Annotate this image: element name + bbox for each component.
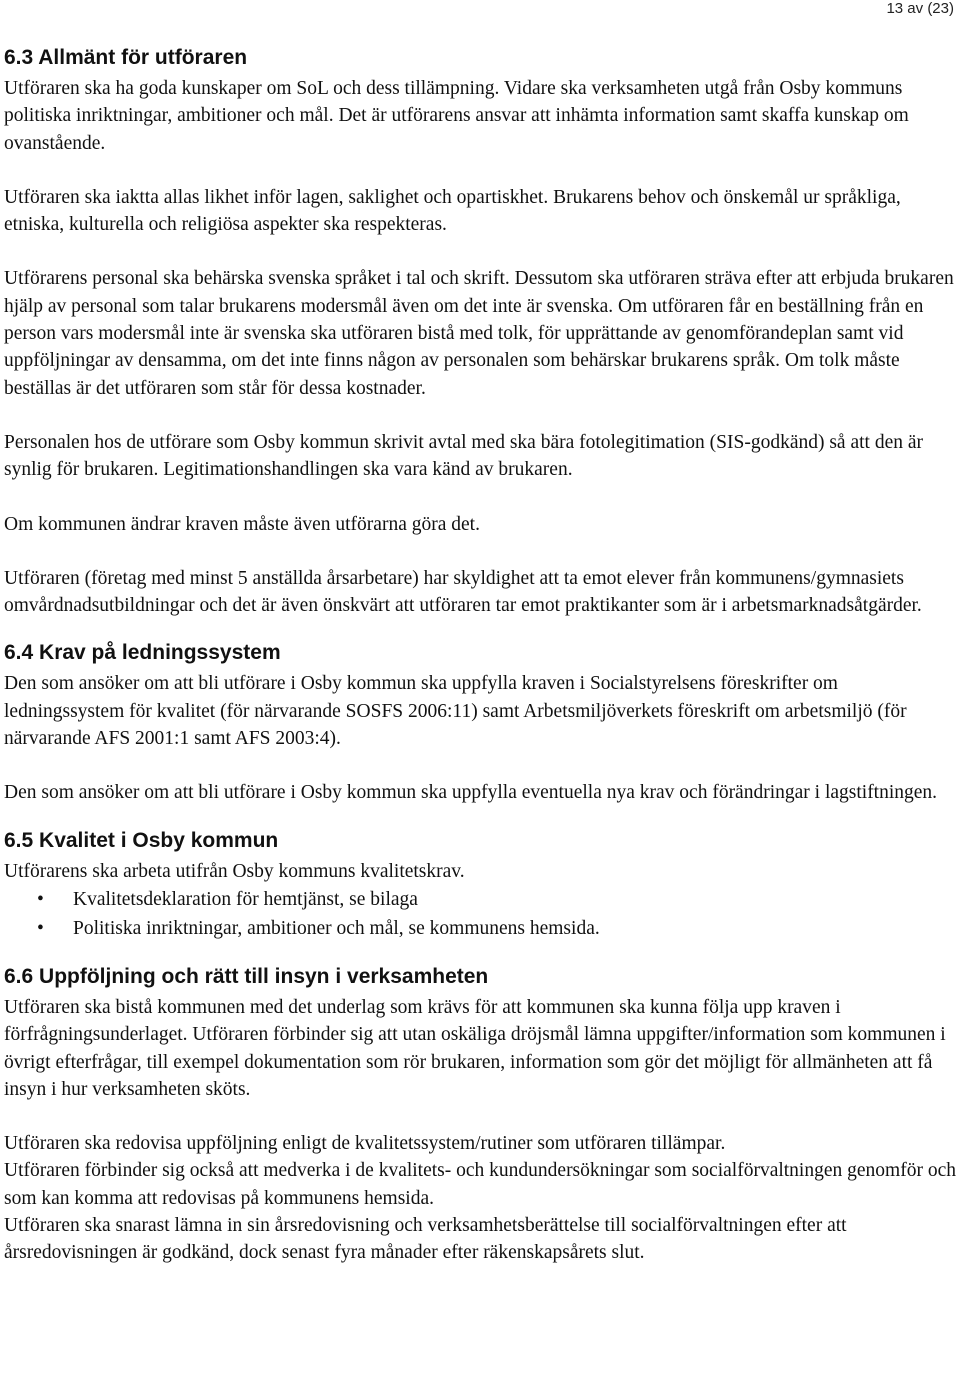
paragraph: Utföraren ska redovisa uppföljning enligt de kvalitetssystem/rutiner som utföraren tillämpar. — [4, 1133, 726, 1155]
paragraph: Utförarens personal ska behärska svenska språket i tal och skrift. Dessutom ska utföraren sträva efter att erbjuda brukaren hjälp av personal som talar brukarens modersmål även om det inte är svenska. Om utföraren får en beställning från en person vars modersmål inte är svenska ska utföraren bistå med tolk, för upprättande av genomförandeplan samt vid uppföljningar av densamma, om det inte finns någon av personalen som behärskar brukarens språk. Om tolk måste beställas är det utföraren som står för dessa kostnader. — [4, 268, 954, 399]
section-heading: 6.3 Allmänt för utföraren — [4, 46, 248, 69]
paragraph: Personalen hos de utförare som Osby kommun skrivit avtal med ska bära fotolegitimation (SIS-godkänd) så att den är synlig för brukaren. Legitimationshandlingen ska vara känd av brukaren. — [4, 431, 924, 481]
bullet-list — [4, 885, 956, 943]
page-number: 13 av (23) — [886, 0, 954, 17]
paragraph: Utföraren ska ha goda kunskaper om SoL och dess tillämpning. Vidare ska verksamheten utgå från Osby kommuns politiska inriktningar, ambitioner och mål. Det är utförarens ansvar att inhämta information samt skaffa kunskap om ovanstående. — [4, 78, 909, 154]
list-item — [4, 914, 956, 943]
paragraph: Utföraren ska bistå kommunen med det underlag som krävs för att kommunen ska kunna följa upp kraven i förfrågningsunderlaget. Utföraren förbinder sig att utan oskäliga dröjsmål lämna uppgifter/information som kommunen i övrigt efterfrågar, till exempel dokumentation som rör brukaren, information som gör det möjligt för allmänheten att få insyn i hur verksamheten sköts. — [4, 996, 946, 1100]
paragraph: Den som ansöker om att bli utförare i Osby kommun ska uppfylla eventuella nya krav och förändringar i lagstiftningen. — [4, 782, 938, 804]
paragraph: Utförarens ska arbeta utifrån Osby kommuns kvalitetskrav. — [4, 860, 465, 882]
paragraph: Utföraren ska iaktta allas likhet inför lagen, saklighet och opartiskhet. Brukarens behov och önskemål ur språkliga, etniska, kulturella och religiösa aspekter ska respekteras. — [4, 186, 901, 236]
list-item — [4, 885, 956, 914]
list-item-text: Politiska inriktningar, ambitioner och mål, se kommunens hemsida. — [73, 917, 600, 939]
section-6-4 — [4, 639, 956, 826]
paragraph: Utföraren förbinder sig också att medverka i de kvalitets- och kundundersökningar som socialförvaltningen genomför och som kan komma att redovisas på kommunens hemsida. — [4, 1160, 956, 1209]
paragraph: Den som ansöker om att bli utförare i Osby kommun ska uppfylla kraven i Socialstyrelsens föreskrifter om ledningssystem för kvalitet (för närvarande SOSFS 2006:11) samt Arbetsmiljöverkets föreskrift om arbetsmiljö (för närvarande AFS 2001:1 samt AFS 2003:4). — [4, 673, 907, 750]
section-heading: 6.5 Kvalitet i Osby kommun — [4, 828, 279, 852]
bullet-icon: • — [37, 917, 44, 939]
section-heading: 6.4 Krav på ledningssystem — [4, 641, 281, 665]
bullet-icon: • — [37, 888, 44, 910]
list-item-text: Kvalitetsdeklaration för hemtjänst, se bilaga — [73, 888, 418, 910]
paragraph: Utföraren (företag med minst 5 anställda årsarbetare) har skyldighet att ta emot elever från kommunens/gymnasiets omvårdnadsutbildningar och det är även önskvärt att utföraren tar emot praktikanter som är i arbetsmarknadsåtgärder. — [4, 567, 922, 617]
document-body — [4, 44, 956, 1267]
paragraph: Utföraren ska snarast lämna in sin årsredovisning och verksamhetsberättelse till socialförvaltningen efter att årsredovisningen är godkänd, dock senast fyra månader efter räkenskapsårets slut. — [4, 1215, 847, 1264]
section-6-6 — [4, 963, 956, 1267]
section-6-3 — [4, 44, 956, 639]
section-heading: 6.6 Uppföljning och rätt till insyn i verksamheten — [4, 964, 489, 988]
section-6-5 — [4, 827, 956, 963]
paragraph: Om kommunen ändrar kraven måste även utförarna göra det. — [4, 513, 480, 535]
